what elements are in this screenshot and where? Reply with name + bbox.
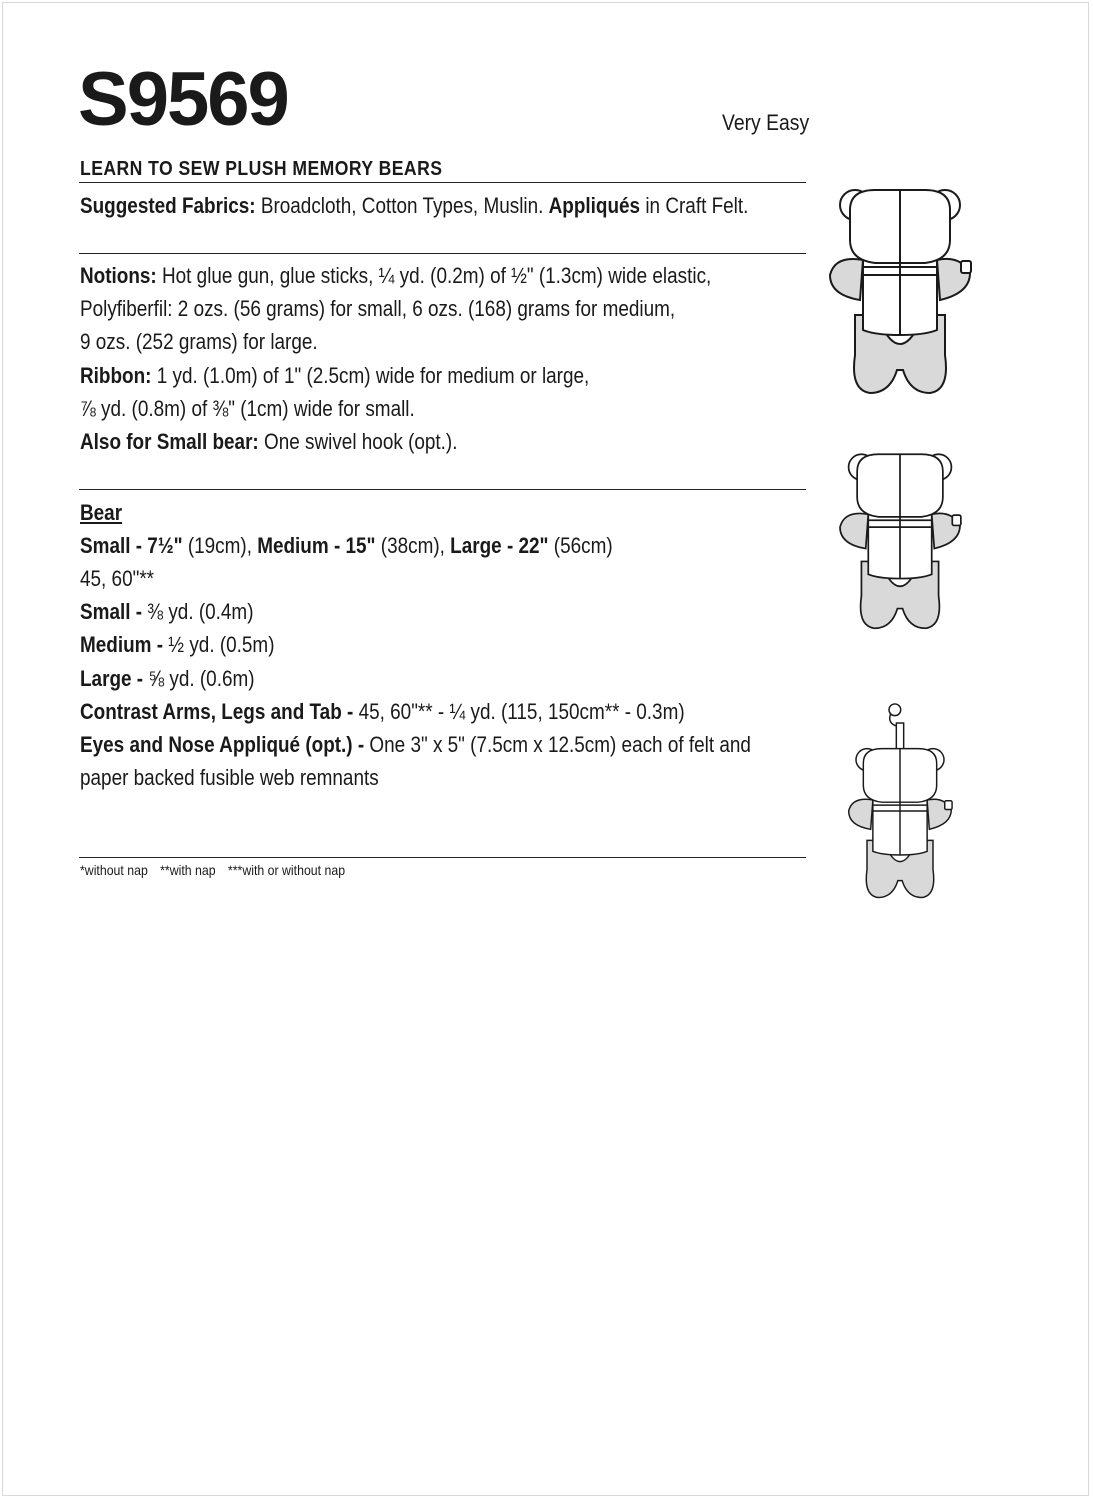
- eyes-line-2: paper backed fusible web remnants: [80, 765, 379, 790]
- notions-line-3: 9 ozs. (252 grams) for large.: [80, 329, 318, 354]
- ribbon-line-1: Ribbon: 1 yd. (1.0m) of 1" (2.5cm) wide for medium or large,: [80, 363, 590, 388]
- medium-bear-illustration: [835, 450, 965, 630]
- difficulty-label: Very Easy: [722, 110, 810, 135]
- notions-line-2: Polyfiberfil: 2 ozs. (56 grams) for small, 6 ozs. (168) grams for medium,: [80, 296, 676, 321]
- small-bear-illustration: [845, 700, 955, 900]
- yardage-large: Large - ⅝ yd. (0.6m): [80, 666, 255, 691]
- divider: [79, 253, 806, 254]
- pattern-number: S9569: [78, 57, 288, 142]
- divider: [79, 857, 806, 858]
- notions-line-1: Notions: Hot glue gun, glue sticks, ¼ yd. (0.2m) of ½" (1.3cm) wide elastic,: [80, 263, 712, 288]
- ribbon-line-2: ⅞ yd. (0.8m) of ⅜" (1cm) wide for small.: [80, 396, 415, 421]
- bear-heading: Bear: [80, 500, 123, 525]
- divider: [79, 182, 806, 183]
- yardage-medium: Medium - ½ yd. (0.5m): [80, 632, 275, 657]
- bear-widths: 45, 60"**: [80, 566, 155, 591]
- also-small-line: Also for Small bear: One swivel hook (opt.).: [80, 429, 458, 454]
- fabrics-line: Suggested Fabrics: Broadcloth, Cotton Types, Muslin. Appliqués in Craft Felt.: [80, 193, 749, 218]
- divider: [79, 489, 806, 490]
- contrast-line: Contrast Arms, Legs and Tab - 45, 60"** - ¼ yd. (115, 150cm** - 0.3m): [80, 699, 685, 724]
- eyes-line-1: Eyes and Nose Appliqué (opt.) - One 3" x 5" (7.5cm x 12.5cm) each of felt and: [80, 732, 751, 757]
- footnotes: *without nap **with nap ***with or without nap: [80, 862, 346, 878]
- large-bear-illustration: [825, 185, 975, 395]
- pattern-title: LEARN TO SEW PLUSH MEMORY BEARS: [80, 158, 443, 180]
- yardage-small: Small - ⅜ yd. (0.4m): [80, 599, 254, 624]
- bear-sizes: Small - 7½" (19cm), Medium - 15" (38cm), Large - 22" (56cm): [80, 533, 613, 558]
